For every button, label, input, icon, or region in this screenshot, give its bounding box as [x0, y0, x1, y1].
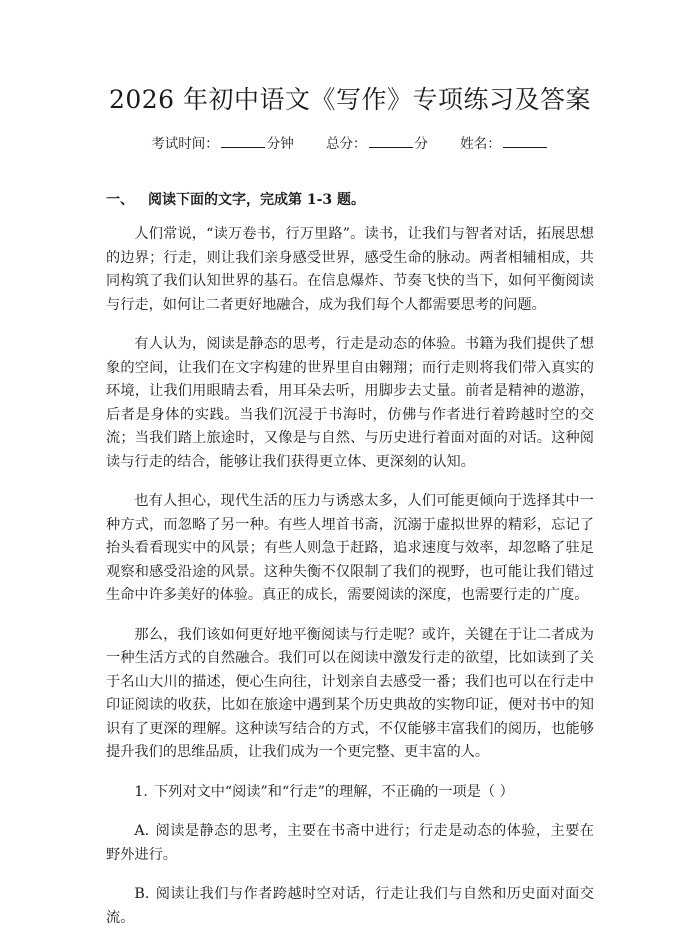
- exam-time-label: 考试时间：: [151, 136, 219, 152]
- passage-paragraph-3: 也有人担心，现代生活的压力与诱惑太多，人们可能更倾向于选择其中一种方式，而忽略了另一种。有些人埋首书斋，沉溺于虚拟世界的精彩，忘记了抬头看看现实中的风景；有些人则急于赶路，追求速度与效率，却忽略了驻足观察和感受沿途的风景。这种失衡不仅限制了我们的视野，也可能让我们错过生命中许多美好的体验。真正的成长，需要阅读的深度，也需要行走的广度。: [106, 493, 594, 603]
- option-b: [106, 883, 594, 930]
- option-b-text: 阅读让我们与作者跨越时空对话，行走让我们与自然和历史面对面交流。: [106, 886, 594, 926]
- section-heading-text: 阅读下面的文字，完成第 1-3 题。: [148, 192, 366, 208]
- passage-paragraph-4: 那么，我们该如何更好地平衡阅读与行走呢？或许，关键在于让二者成为一种生活方式的自然融合。我们可以在阅读中激发行走的欲望，比如读到了关于名山大川的描述，便心生向往，计划亲自去感受一番；我们也可以在行走中印证阅读的收获，比如在旅途中遇到某个历史典故的实物印证，便对书中的知识有了更深的理解。这种读写结合的方式，不仅能够丰富我们的阅历，也能够提升我们的思维品质，让我们成为一个更完整、更丰富的人。: [106, 626, 594, 760]
- passage-paragraph-2: 有人认为，阅读是静态的思考，行走是动态的体验。书籍为我们提供了想象的空间，让我们在文字构建的世界里自由翱翔；而行走则将我们带入真实的环境，让我们用眼睛去看，用耳朵去听，用脚步去丈量。前者是精神的遨游，后者是身体的实践。当我们沉浸于书海时，仿佛与作者进行着跨越时空的交流；当我们踏上旅途时，又像是与自然、与历史进行着面对面的对话。这种阅读与行走的结合，能够让我们获得更立体、更深刻的认知。: [106, 336, 594, 470]
- total-score-label: 总分：: [326, 136, 367, 152]
- exam-time-field: [151, 133, 294, 154]
- passage-paragraph-1: 人们常说，“读万卷书，行万里路”。读书，让我们与智者对话，拓展思想的边界；行走，则让我们亲身感受世界，感受生命的脉动。两者相辅相成，共同构筑了我们认知世界的基石。在信息爆炸、节奏飞快的当下，如何平衡阅读与行走，如何让二者更好地融合，成为我们每个人都需要思考的问题。: [106, 226, 594, 313]
- option-a: [106, 820, 594, 867]
- question-1-number: 1.: [134, 783, 148, 800]
- document-title: 2026 年初中语文《写作》专项练习及答案: [108, 85, 592, 114]
- total-score-unit: 分: [414, 136, 428, 152]
- student-name-label: 姓名：: [460, 136, 501, 152]
- total-score-field: [326, 133, 428, 154]
- option-a-text: 阅读是静态的思考，主要在书斋中进行；行走是动态的体验，主要在野外进行。: [106, 823, 594, 863]
- student-name-blank: [503, 133, 547, 148]
- section-heading: [106, 190, 365, 210]
- question-1-text: 下列对文中“阅读”和“行走”的理解，不正确的一项是（ ）: [153, 783, 514, 800]
- option-a-letter: A.: [134, 823, 150, 839]
- reading-passage: [106, 223, 594, 946]
- exam-time-unit: 分钟: [266, 136, 294, 152]
- student-name-field: [460, 133, 549, 154]
- exam-meta-line: [0, 133, 700, 154]
- section-number: 一、: [106, 192, 134, 208]
- exam-time-blank: [221, 133, 265, 148]
- option-b-letter: B.: [134, 886, 150, 902]
- question-1: [106, 781, 594, 805]
- total-score-blank: [369, 133, 413, 148]
